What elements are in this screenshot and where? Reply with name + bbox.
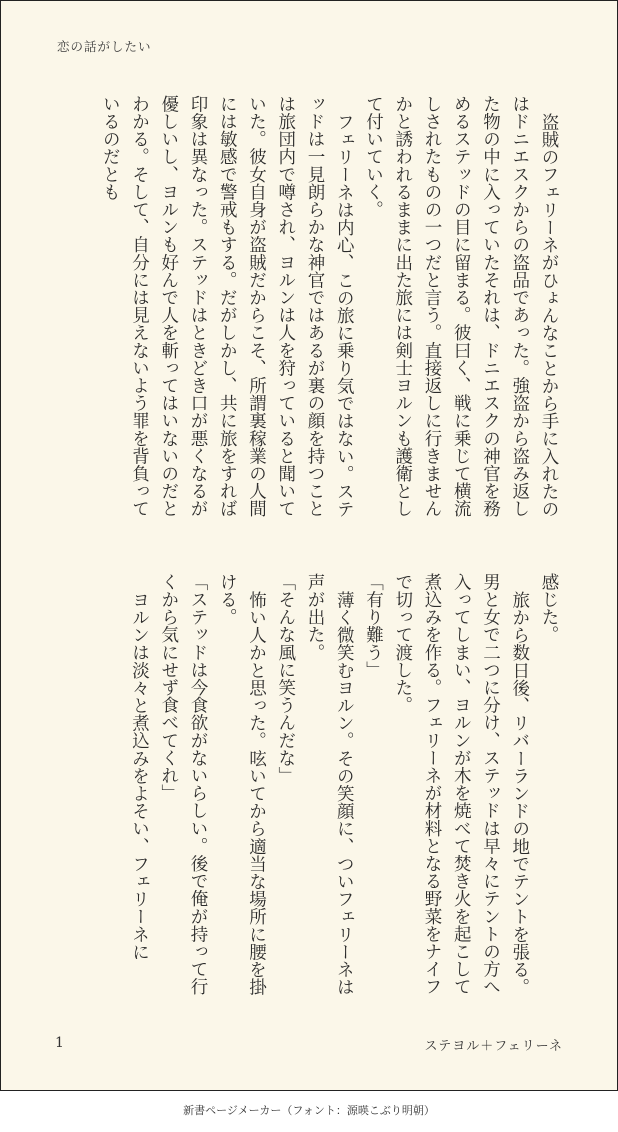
pairing-tag: ステヨル＋フェリーネ <box>424 1039 563 1054</box>
page-number: 1 <box>55 1035 64 1051</box>
paragraph: 盗賊のフェリーネがひょんなことから手に入れたのはドニエスクからの盗品であった。強盗から盗み返した物の中に入っていたそれは、ドニエスクの神官を務めるステッドの目に留まる。彼曰く、戦に乗じて横流しされたものの一つだと言う。直接返しに行きませんかと誘われるままに出た旅には剣士ヨルンも護衛として付いていく。 <box>363 95 559 518</box>
dialogue-line: 「そんな風に笑うんだな」 <box>275 573 296 785</box>
text-column-top <box>51 95 563 533</box>
paragraph: 旅から数日後、リバーランドの地でテントを張る。男と女で二つに分け、ステッドは早々にテントの方へ入ってしまい、ヨルンが木を焼べて焚き火を起こして煮込みを作る。フェリーネが材料となる野菜をナイフで切って渡した。 <box>392 573 530 996</box>
page-header-title: 恋の話がしたい <box>57 39 152 54</box>
paragraph: フェリーネは内心、この旅に乗り気ではない。ステッドは一見朗らかな神官ではあるが裏の顔を持つことは旅団内で噂され、ヨルンは人を狩っていると聞いていた。彼女自身が盗賊だからこそ、所謂裏稼業の人間には敏感で警戒もする。だがしかし、共に旅をすれば印象は異なった。ステッドはときどき口が悪くなるが優しいし、ヨルンも好んで人を斬ってはいないのだとわかる。そして、自分には見えないよう罪を背負っているのだとも <box>100 95 355 518</box>
text-column-bottom <box>51 573 563 1011</box>
paragraph: 怖い人かと思った。呟いてから適当な場所に腰を掛ける。 <box>217 573 267 996</box>
paragraph: 感じた。 <box>539 573 559 644</box>
paragraph: ヨルンは淡々と煮込みをよそい、フェリーネに <box>129 590 150 961</box>
dialogue-line: 「有り難う」 <box>363 573 384 679</box>
generator-credit: 新書ページメーカー（フォント：源暎こぶり明朝） <box>183 1104 435 1117</box>
dialogue-line: 「ステッドは今食欲がないらしい。後で俺が持って行くから気にせず食べてくれ」 <box>158 573 208 996</box>
paragraph: 薄く微笑むヨルン。その笑顔に、ついフェリーネは声が出た。 <box>305 573 355 996</box>
